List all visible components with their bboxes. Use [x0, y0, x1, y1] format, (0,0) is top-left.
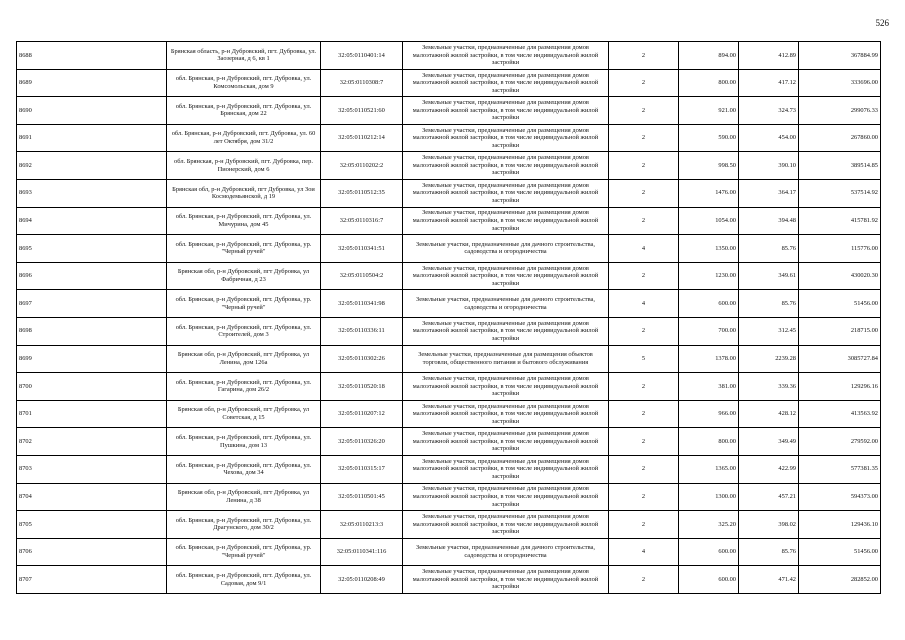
- row-number: 8698: [17, 317, 167, 345]
- cadastral-number-cell: 32:05:0110341:116: [321, 538, 403, 566]
- address-cell: обл. Брянская, р-н Дубровский, пгт. Дубровка, ур. "Черный ручей": [167, 290, 321, 318]
- table-row: [17, 262, 881, 290]
- row-number: 8701: [17, 400, 167, 428]
- table-row: [17, 290, 881, 318]
- address-cell: обл. Брянская, р-н Дубровский, пгт. Дубровка, ул. Гагарина, дом 26/2: [167, 373, 321, 401]
- use-group-cell: 2: [609, 373, 679, 401]
- land-use-cell: Земельные участки, предназначенные для дачного строительства, садоводства и огородничества: [403, 538, 609, 566]
- row-number: 8704: [17, 483, 167, 511]
- land-use-cell: Земельные участки, предназначенные для дачного строительства, садоводства и огородничества: [403, 235, 609, 263]
- specific-value-cell: 454.00: [739, 124, 799, 152]
- address-cell: Брянская обл, р-н Дубровский, пгт Дубровка, ул Ленина, д 38: [167, 483, 321, 511]
- land-use-cell: Земельные участки, предназначенные для размещения домов малоэтажной жилой застройки, в том числе индивидуальной жилой застройки: [403, 207, 609, 235]
- table-row: [17, 97, 881, 125]
- specific-value-cell: 339.36: [739, 373, 799, 401]
- specific-value-cell: 471.42: [739, 566, 799, 594]
- row-number: 8706: [17, 538, 167, 566]
- specific-value-cell: 324.73: [739, 97, 799, 125]
- specific-value-cell: 349.61: [739, 262, 799, 290]
- specific-value-cell: 364.17: [739, 179, 799, 207]
- address-cell: обл. Брянская, р-н Дубровский, пгт. Дубровка, ул. 60 лет Октября, дом 31/2: [167, 124, 321, 152]
- land-use-cell: Земельные участки, предназначенные для размещения домов малоэтажной жилой застройки, в том числе индивидуальной жилой застройки: [403, 566, 609, 594]
- table-row: [17, 42, 881, 70]
- area-cell: 381.00: [679, 373, 739, 401]
- cadastral-value-cell: 413563.92: [799, 400, 881, 428]
- use-group-cell: 4: [609, 290, 679, 318]
- table-row: [17, 538, 881, 566]
- specific-value-cell: 394.48: [739, 207, 799, 235]
- specific-value-cell: 85.76: [739, 235, 799, 263]
- row-number: 8692: [17, 152, 167, 180]
- cadastral-number-cell: 32:05:0110315:17: [321, 455, 403, 483]
- cadastral-number-cell: 32:05:0110302:26: [321, 345, 403, 373]
- area-cell: 1300.00: [679, 483, 739, 511]
- specific-value-cell: 85.76: [739, 538, 799, 566]
- address-cell: обл. Брянская, р-н Дубровский, пгт. Дубровка, ул. Комсомольская, дом 9: [167, 69, 321, 97]
- area-cell: 325.20: [679, 511, 739, 539]
- cadastral-value-cell: 389514.85: [799, 152, 881, 180]
- use-group-cell: 2: [609, 317, 679, 345]
- cadastral-value-cell: 115776.00: [799, 235, 881, 263]
- table-row: [17, 483, 881, 511]
- area-cell: 894.00: [679, 42, 739, 70]
- land-use-cell: Земельные участки, предназначенные для размещения домов малоэтажной жилой застройки, в том числе индивидуальной жилой застройки: [403, 152, 609, 180]
- address-cell: обл. Брянская, р-н Дубровский, пгт. Дубровка, ул. Мичурина, дом 45: [167, 207, 321, 235]
- table-row: [17, 566, 881, 594]
- area-cell: 921.00: [679, 97, 739, 125]
- cadastral-number-cell: 32:05:0110208:49: [321, 566, 403, 594]
- cadastral-value-cell: 218715.00: [799, 317, 881, 345]
- page-number: 526: [875, 18, 889, 28]
- cadastral-value-cell: 51456.00: [799, 538, 881, 566]
- area-cell: 1476.00: [679, 179, 739, 207]
- use-group-cell: 2: [609, 455, 679, 483]
- area-cell: 800.00: [679, 69, 739, 97]
- table-row: [17, 124, 881, 152]
- row-number: 8690: [17, 97, 167, 125]
- cadastral-number-cell: 32:05:0110401:14: [321, 42, 403, 70]
- row-number: 8691: [17, 124, 167, 152]
- row-number: 8705: [17, 511, 167, 539]
- cadastral-number-cell: 32:05:0110207:12: [321, 400, 403, 428]
- table-row: [17, 207, 881, 235]
- address-cell: обл. Брянская, р-н Дубровский, пгт. Дубровка, ул. Брянская, дом 22: [167, 97, 321, 125]
- row-number: 8694: [17, 207, 167, 235]
- use-group-cell: 2: [609, 428, 679, 456]
- address-cell: обл. Брянская, р-н Дубровский, пгт. Дубровка, ул. Пушкина, дом 13: [167, 428, 321, 456]
- row-number: 8693: [17, 179, 167, 207]
- area-cell: 1365.00: [679, 455, 739, 483]
- row-number: 8695: [17, 235, 167, 263]
- use-group-cell: 2: [609, 400, 679, 428]
- address-cell: обл. Брянская, р-н Дубровский, пгт. Дубровка, пер. Пионерский, дом 6: [167, 152, 321, 180]
- cadastral-value-cell: 577381.35: [799, 455, 881, 483]
- table-row: [17, 373, 881, 401]
- cadastral-number-cell: 32:05:0110213:3: [321, 511, 403, 539]
- land-use-cell: Земельные участки, предназначенные для размещения домов малоэтажной жилой застройки, в том числе индивидуальной жилой застройки: [403, 69, 609, 97]
- area-cell: 700.00: [679, 317, 739, 345]
- cadastral-value-cell: 594373.00: [799, 483, 881, 511]
- address-cell: Брянская обл, р-н Дубровский, пгт Дубровка, ул Зои Космодемьянской, д 19: [167, 179, 321, 207]
- cadastral-number-cell: 32:05:0110316:7: [321, 207, 403, 235]
- specific-value-cell: 422.99: [739, 455, 799, 483]
- cadastral-number-cell: 32:05:0110341:98: [321, 290, 403, 318]
- cadastral-value-cell: 129436.10: [799, 511, 881, 539]
- row-number: 8699: [17, 345, 167, 373]
- address-cell: обл. Брянская, р-н Дубровский, пгт. Дубровка, ул. Садовая, дом 9/1: [167, 566, 321, 594]
- table-row: [17, 400, 881, 428]
- row-number: 8689: [17, 69, 167, 97]
- use-group-cell: 2: [609, 97, 679, 125]
- address-cell: Брянская область, р-н Дубровский, пгт. Дубровка, ул. Заозерная, д 6, кв 1: [167, 42, 321, 70]
- table-row: [17, 235, 881, 263]
- cadastral-value-table: [16, 41, 881, 594]
- use-group-cell: 4: [609, 538, 679, 566]
- land-use-cell: Земельные участки, предназначенные для размещения домов малоэтажной жилой застройки, в том числе индивидуальной жилой застройки: [403, 179, 609, 207]
- land-use-cell: Земельные участки, предназначенные для дачного строительства, садоводства и огородничества: [403, 290, 609, 318]
- row-number: 8707: [17, 566, 167, 594]
- use-group-cell: 5: [609, 345, 679, 373]
- row-number: 8696: [17, 262, 167, 290]
- address-cell: обл. Брянская, р-н Дубровский, пгт. Дубровка, ул. Строителей, дом 3: [167, 317, 321, 345]
- cadastral-value-cell: 282852.00: [799, 566, 881, 594]
- use-group-cell: 2: [609, 42, 679, 70]
- area-cell: 600.00: [679, 538, 739, 566]
- land-use-cell: Земельные участки, предназначенные для размещения домов малоэтажной жилой застройки, в том числе индивидуальной жилой застройки: [403, 124, 609, 152]
- cadastral-value-cell: 267860.00: [799, 124, 881, 152]
- area-cell: 1378.00: [679, 345, 739, 373]
- address-cell: обл. Брянская, р-н Дубровский, пгт. Дубровка, ул. Драгунского, дом 30/2: [167, 511, 321, 539]
- table-row: [17, 317, 881, 345]
- cadastral-value-cell: 367884.99: [799, 42, 881, 70]
- specific-value-cell: 412.89: [739, 42, 799, 70]
- cadastral-number-cell: 32:05:0110212:14: [321, 124, 403, 152]
- address-cell: Брянская обл, р-н Дубровский, пгт Дубровка, ул Советская, д 15: [167, 400, 321, 428]
- cadastral-number-cell: 32:05:0110520:18: [321, 373, 403, 401]
- row-number: 8703: [17, 455, 167, 483]
- area-cell: 600.00: [679, 566, 739, 594]
- cadastral-value-cell: 51456.00: [799, 290, 881, 318]
- cadastral-number-cell: 32:05:0110202:2: [321, 152, 403, 180]
- cadastral-number-cell: 32:05:0110308:7: [321, 69, 403, 97]
- land-use-cell: Земельные участки, предназначенные для размещения домов малоэтажной жилой застройки, в том числе индивидуальной жилой застройки: [403, 483, 609, 511]
- cadastral-number-cell: 32:05:0110521:60: [321, 97, 403, 125]
- address-cell: Брянская обл, р-н Дубровский, пгт Дубровка, ул Фабричная, д 23: [167, 262, 321, 290]
- use-group-cell: 2: [609, 483, 679, 511]
- area-cell: 1230.00: [679, 262, 739, 290]
- cadastral-number-cell: 32:05:0110512:35: [321, 179, 403, 207]
- cadastral-number-cell: 32:05:0110326:20: [321, 428, 403, 456]
- table-row: [17, 455, 881, 483]
- specific-value-cell: 398.02: [739, 511, 799, 539]
- use-group-cell: 2: [609, 566, 679, 594]
- address-cell: обл. Брянская, р-н Дубровский, пгт. Дубровка, ул. Чехова, дом 34: [167, 455, 321, 483]
- row-number: 8697: [17, 290, 167, 318]
- land-use-cell: Земельные участки, предназначенные для размещения домов малоэтажной жилой застройки, в том числе индивидуальной жилой застройки: [403, 400, 609, 428]
- area-cell: 966.00: [679, 400, 739, 428]
- area-cell: 590.00: [679, 124, 739, 152]
- land-use-cell: Земельные участки, предназначенные для размещения домов малоэтажной жилой застройки, в том числе индивидуальной жилой застройки: [403, 317, 609, 345]
- specific-value-cell: 428.12: [739, 400, 799, 428]
- use-group-cell: 2: [609, 124, 679, 152]
- specific-value-cell: 457.21: [739, 483, 799, 511]
- row-number: 8688: [17, 42, 167, 70]
- row-number: 8702: [17, 428, 167, 456]
- specific-value-cell: 417.12: [739, 69, 799, 97]
- address-cell: обл. Брянская, р-н Дубровский, пгт. Дубровка, ур. "Черный ручей": [167, 538, 321, 566]
- cadastral-value-cell: 537514.92: [799, 179, 881, 207]
- address-cell: обл. Брянская, р-н Дубровский, пгт. Дубровка, ур. "Черный ручей": [167, 235, 321, 263]
- land-use-cell: Земельные участки, предназначенные для размещения домов малоэтажной жилой застройки, в том числе индивидуальной жилой застройки: [403, 42, 609, 70]
- use-group-cell: 2: [609, 179, 679, 207]
- land-use-cell: Земельные участки, предназначенные для размещения домов малоэтажной жилой застройки, в том числе индивидуальной жилой застройки: [403, 455, 609, 483]
- cadastral-value-cell: 430020.30: [799, 262, 881, 290]
- use-group-cell: 4: [609, 235, 679, 263]
- cadastral-value-cell: 333696.00: [799, 69, 881, 97]
- area-cell: 998.50: [679, 152, 739, 180]
- table-row: [17, 69, 881, 97]
- table-row: [17, 428, 881, 456]
- table-row: [17, 511, 881, 539]
- land-use-cell: Земельные участки, предназначенные для размещения домов малоэтажной жилой застройки, в том числе индивидуальной жилой застройки: [403, 373, 609, 401]
- area-cell: 1350.00: [679, 235, 739, 263]
- specific-value-cell: 2239.28: [739, 345, 799, 373]
- cadastral-number-cell: 32:05:0110341:51: [321, 235, 403, 263]
- address-cell: Брянская обл, р-н Дубровский, пгт Дубровка, ул Ленина, дом 126а: [167, 345, 321, 373]
- cadastral-value-cell: 299076.33: [799, 97, 881, 125]
- land-use-cell: Земельные участки, предназначенные для размещения объектов торговли, общественного питания и бытового обслуживания: [403, 345, 609, 373]
- use-group-cell: 2: [609, 511, 679, 539]
- cadastral-number-cell: 32:05:0110336:11: [321, 317, 403, 345]
- table-row: [17, 152, 881, 180]
- use-group-cell: 2: [609, 152, 679, 180]
- specific-value-cell: 349.49: [739, 428, 799, 456]
- table-row: [17, 179, 881, 207]
- cadastral-number-cell: 32:05:0110504:2: [321, 262, 403, 290]
- cadastral-value-cell: 415781.92: [799, 207, 881, 235]
- land-use-cell: Земельные участки, предназначенные для размещения домов малоэтажной жилой застройки, в том числе индивидуальной жилой застройки: [403, 428, 609, 456]
- specific-value-cell: 312.45: [739, 317, 799, 345]
- cadastral-number-cell: 32:05:0110501:45: [321, 483, 403, 511]
- use-group-cell: 2: [609, 69, 679, 97]
- area-cell: 1054.00: [679, 207, 739, 235]
- cadastral-value-cell: 279592.00: [799, 428, 881, 456]
- row-number: 8700: [17, 373, 167, 401]
- specific-value-cell: 85.76: [739, 290, 799, 318]
- table-row: [17, 345, 881, 373]
- area-cell: 600.00: [679, 290, 739, 318]
- land-use-cell: Земельные участки, предназначенные для размещения домов малоэтажной жилой застройки, в том числе индивидуальной жилой застройки: [403, 97, 609, 125]
- use-group-cell: 2: [609, 207, 679, 235]
- land-use-cell: Земельные участки, предназначенные для размещения домов малоэтажной жилой застройки, в том числе индивидуальной жилой застройки: [403, 262, 609, 290]
- table-body: [17, 42, 881, 594]
- use-group-cell: 2: [609, 262, 679, 290]
- specific-value-cell: 390.10: [739, 152, 799, 180]
- area-cell: 800.00: [679, 428, 739, 456]
- land-use-cell: Земельные участки, предназначенные для размещения домов малоэтажной жилой застройки, в том числе индивидуальной жилой застройки: [403, 511, 609, 539]
- cadastral-value-cell: 3085727.84: [799, 345, 881, 373]
- cadastral-value-cell: 129296.16: [799, 373, 881, 401]
